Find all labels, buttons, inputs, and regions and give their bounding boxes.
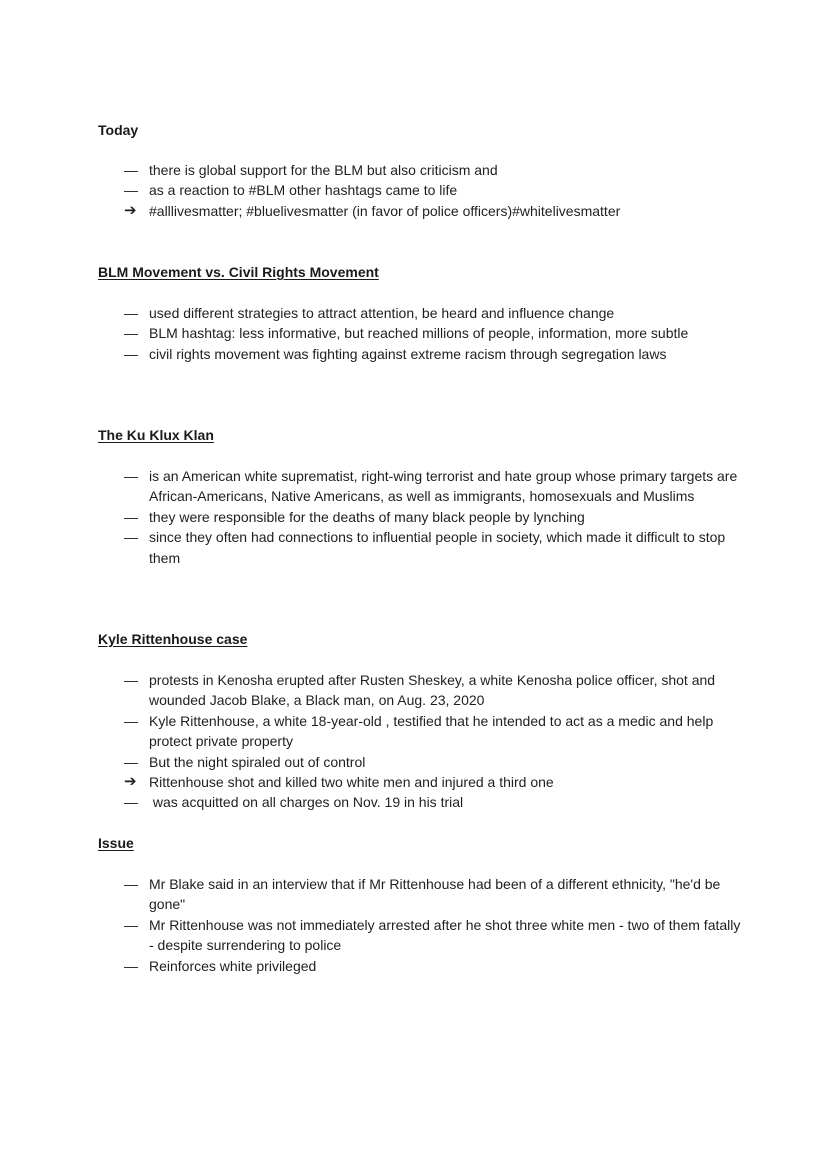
dash-marker: — (124, 345, 138, 362)
dash-marker: — (124, 529, 138, 546)
list-item-text: they were responsible for the deaths of many black people by lynching (149, 508, 585, 525)
list-item (124, 915, 744, 956)
list-item (124, 303, 744, 323)
today-list (124, 160, 744, 221)
list-item (124, 527, 744, 568)
list-item-text: Kyle Rittenhouse, a white 18-year-old , testified that he intended to act as a medic and help protect private property (149, 712, 714, 750)
section-heading-today: Today (98, 122, 139, 138)
list-item (124, 874, 744, 915)
list-item-text: BLM hashtag: less informative, but reached millions of people, information, more subtle (149, 325, 689, 342)
list-item-text: protests in Kenosha erupted after Rusten Sheskey, a white Kenosha police officer, shot and wounded Jacob Blake, a Black man, on Aug. 23, 2020 (149, 672, 716, 709)
list-item-text: since they often had connections to influential people in society, which made it difficult to stop them (149, 529, 726, 566)
dash-marker: — (124, 182, 138, 199)
issue-list (124, 874, 744, 976)
list-item (124, 772, 744, 792)
list-item-text: was acquitted on all charges on Nov. 19 in his trial (149, 794, 464, 811)
list-item (124, 201, 744, 221)
dash-marker: — (124, 305, 138, 321)
list-item (124, 160, 744, 180)
list-item (124, 956, 744, 976)
list-item-text: Reinforces white privileged (149, 957, 317, 974)
dash-marker: — (124, 162, 138, 178)
dash-marker: — (124, 508, 138, 525)
list-item-text: civil rights movement was fighting against extreme racism through segregation laws (149, 345, 667, 362)
list-item (124, 670, 744, 711)
list-item-text: there is global support for the BLM but also criticism and (149, 162, 498, 178)
dash-marker: — (124, 876, 138, 892)
list-item-text: Mr Blake said in an interview that if Mr Rittenhouse had been of a different ethnicity, "he'd be gone" (149, 876, 721, 913)
list-item (124, 507, 744, 527)
dash-marker: — (124, 712, 138, 729)
list-item (124, 180, 744, 200)
ku-klux-klan-list (124, 466, 744, 568)
list-item (124, 711, 744, 752)
kyle-rittenhouse-list (124, 670, 744, 813)
dash-marker: — (124, 325, 138, 342)
section-heading-blm-vs-civil-rights: BLM Movement vs. Civil Rights Movement (98, 264, 379, 280)
list-item (124, 752, 744, 772)
list-item-text: is an American white suprematist, right-wing terrorist and hate group whose primary targets are African-Americans, Native Americans, as well as immigrants, homosexuals and Muslims (149, 468, 738, 505)
list-item-text: Mr Rittenhouse was not immediately arrested after he shot three white men - two of them fatally - despite surrendering to police (149, 916, 741, 954)
list-item-text: #alllivesmatter; #bluelivesmatter (in favor of police officers)#whitelivesmatter (149, 202, 621, 219)
list-item-text: as a reaction to #BLM other hashtags came to life (149, 182, 458, 199)
dash-marker: — (124, 957, 138, 974)
section-heading-kyle-rittenhouse-case: Kyle Rittenhouse case (98, 631, 248, 647)
list-item (124, 344, 744, 364)
section-heading-issue: Issue (98, 835, 134, 851)
blm-vs-civil-rights-list (124, 303, 744, 364)
dash-marker: — (124, 672, 138, 688)
list-item (124, 466, 744, 507)
dash-marker: — (124, 753, 138, 770)
list-item-text: But the night spiraled out of control (149, 753, 366, 770)
list-item (124, 323, 744, 343)
dash-marker: — (124, 468, 138, 484)
list-item (124, 792, 744, 812)
dash-marker: — (124, 794, 138, 811)
dash-marker: — (124, 916, 138, 933)
list-item-text: used different strategies to attract attention, be heard and influence change (149, 305, 615, 321)
arrow-right-icon: ➔ (124, 773, 137, 791)
list-item-text: Rittenhouse shot and killed two white men and injured a third one (149, 774, 554, 791)
arrow-right-icon: ➔ (124, 201, 137, 219)
section-heading-ku-klux-klan: The Ku Klux Klan (98, 427, 214, 443)
